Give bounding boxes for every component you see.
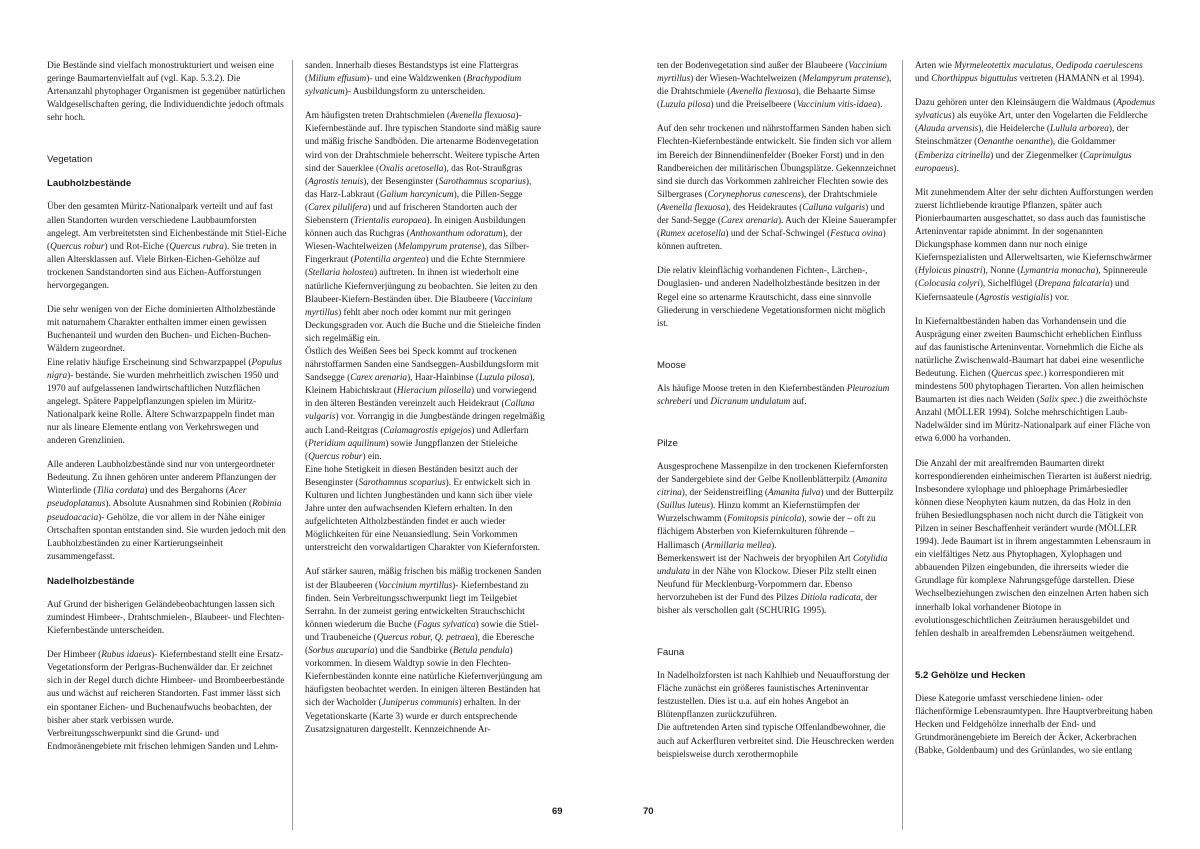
species-name: Myrmeleotettix maculatus xyxy=(954,61,1052,71)
species-name: Pteridium aquilinum xyxy=(308,438,386,449)
text-fragment: ), der Besenginster ( xyxy=(363,176,439,187)
text-fragment: ) können auftreten. xyxy=(657,229,886,253)
paragraph xyxy=(657,383,897,409)
paragraph xyxy=(305,566,545,736)
text-fragment: ), Spinnereule ( xyxy=(915,266,1148,290)
text-fragment: ). In einigen Ausbildungen können auch das Ruchgras ( xyxy=(305,216,526,240)
species-name: Brachypodium sylvaticum xyxy=(305,74,522,98)
species-name: Emberiza citrinella xyxy=(918,150,991,161)
species-name: Vaccinium myrtillus xyxy=(378,580,453,591)
species-name: Fagus sylvatica xyxy=(417,619,476,630)
species-name: Vaccinium myrtillus xyxy=(305,294,533,318)
section-heading: Moose xyxy=(657,359,686,371)
text-fragment: ). Auch der Kleine Sauerampfer ( xyxy=(657,216,897,240)
text-fragment: , xyxy=(1051,61,1056,71)
text-fragment: ) und der Butterpilz ( xyxy=(657,488,894,512)
text-fragment: ) vor. xyxy=(1049,292,1070,303)
text-fragment: ) korrespondieren mit mindestens 500 phytophagen Tierarten. Von allen heimischen Baumarten ist dies nach Weiden ( xyxy=(915,368,1144,406)
text-fragment: ). xyxy=(771,540,777,551)
paragraph xyxy=(47,60,287,125)
section-heading: Vegetation xyxy=(47,154,93,166)
species-name: Rubus idaeus xyxy=(101,650,152,661)
species-name: Hieracium pilosella xyxy=(396,386,472,397)
species-name: Caprimulgus europaeus xyxy=(915,150,1132,174)
species-name: Luzula pilosa xyxy=(660,100,711,111)
species-name: Quercus spec. xyxy=(991,368,1044,379)
column-divider xyxy=(292,60,293,830)
text-column-2 xyxy=(305,60,545,737)
text-fragment: ). xyxy=(953,163,959,174)
paragraph xyxy=(657,670,897,722)
species-name: Stellaria holostea xyxy=(308,268,374,279)
species-name: Quercus robur xyxy=(50,241,105,252)
species-name: Melampyrum pratense xyxy=(397,242,482,253)
species-name: Sarothamnus scoparius xyxy=(438,176,526,187)
species-name: Vaccinium myrtillus xyxy=(657,61,888,85)
text-fragment: ), die Eberesche ( xyxy=(305,632,535,657)
paragraph xyxy=(47,357,287,449)
species-name: Juniperus communis xyxy=(381,698,459,709)
text-column-4 xyxy=(915,60,1155,769)
text-fragment: Der Himbeer ( xyxy=(47,650,102,661)
species-name: Agrostis tenuis xyxy=(308,176,364,187)
species-name: Suillus luteus xyxy=(660,501,710,512)
section-heading: Laubholzbestände xyxy=(47,178,132,190)
text-fragment: Auf Grund der bisherigen Geländebeobachtungen lassen sich zumindest Himbeer-, Drahtschmielen-, Blaubeer- und Flechten-Kiefernbestände unterscheiden. xyxy=(47,599,285,637)
text-fragment: ) ein. xyxy=(362,451,382,462)
species-name: Sarothamnus scoparius xyxy=(358,477,446,488)
paragraph xyxy=(47,201,287,293)
text-fragment: )- Gehölze, die vor allem in der Nähe einiger Ortschaften spontan entstanden sind. Sie wurden jedoch mit den Laubholzbeständen zu einer Kartierungseinheit zusammengefasst. xyxy=(47,512,286,562)
text-fragment: ), der Steinschmätzer ( xyxy=(915,124,1129,148)
species-name: Agrostis vestigialis xyxy=(978,292,1050,303)
species-name: Fomitopsis pinicola xyxy=(727,514,802,525)
text-fragment: )- Kiefernbestände auf. Ihre typischen Standorte sind mäßig saure und mäßig frische Sandböden. Die artenarme Bodenvegetation wird von der Drahtschmiele beherrscht. Weitere typische Arten sind der Sauerklee ( xyxy=(305,111,541,174)
text-fragment: ) die zweithöchste Anzahl (MÖLLER 1994). Solche mehrschichtigen Laub-Nadelwälder sind im Müritz-Nationalpark auf einer Fläche von etwa 6.000 ha vorhanden. xyxy=(915,395,1151,445)
species-name: Lullula arborea xyxy=(1050,124,1109,135)
species-name: Quercus rubra xyxy=(169,241,224,252)
text-fragment: ). Er entwickelt sich in Kulturen und lichten Jungbeständen und kann sich über viele Jahre unter den aufwachsenden Kiefern erhalten. In den aufgelichteten Altholzbeständen findet er auch wieder Möglichkeiten für eine Neuansiedlung. Sein Vorkommen unterstreicht den vorwaldartigen Charakter von Kiefernforsten. xyxy=(305,477,540,554)
text-fragment: ) und der Ziegenmelker ( xyxy=(990,150,1084,161)
text-fragment: ). xyxy=(877,100,883,111)
text-fragment: Eine relativ häufige Erscheinung sind Schwarzpappel ( xyxy=(47,357,252,368)
text-fragment: und xyxy=(915,74,932,85)
species-name: Tilia cordata xyxy=(96,486,145,497)
text-column-1 xyxy=(47,60,287,765)
species-name: Pleurozium schreberi xyxy=(657,383,890,407)
text-fragment: und xyxy=(691,396,711,407)
species-name: Festuca ovina xyxy=(830,229,883,240)
text-fragment: ) vor. Vorrangig in die Jungbestände dringen regelmäßig auch Land-Reitgras ( xyxy=(305,412,545,436)
species-name: Sorbus aucuparia xyxy=(308,646,375,657)
text-fragment: Die Anzahl der mit arealfremden Baumarten direkt korrespondierenden einheimischen Tierarten ist äußerst niedrig. Insbesondere xylophage und phloephage Primärbesiedler können diese Neophyten kaum nutzen, da das Holz in den frühen Besiedlungsphasen noch nicht durch die Tätigkeit von Pilzen in seiner Beschaffenheit verändert wurde (MÖLLER 1994). Jede Baumart ist in ihrem angestammten Lebensraum in ein vielfältiges Netz aus Phytophagen, Xylophagen und abbauenden Pilzen eingebunden, die ihrerseits wieder die Grundlage für komplexe Nahrungsgefüge darstellen. Diese Wechselbeziehungen zwischen den einzelnen Arten haben sich innerhalb lokal vorhandener Biotope in evolutionsgeschichtlichen Zeiträumen herausgebildet und fehlen deshalb in arealfremden Lebensräumen weitgehend. xyxy=(915,458,1153,639)
species-name: Oedipoda caerulescens xyxy=(1055,61,1143,71)
text-fragment: in der Nähe von Klockow. Dieser Pilz stellt einen Neufund für Mecklenburg-Vorpommern dar. Ebenso hervorzuheben ist der Fund des Pilzes xyxy=(657,566,877,603)
species-name: Betula pendula xyxy=(452,646,510,657)
species-name: Robinia pseudoacacia xyxy=(47,499,282,523)
text-fragment: ) und Adlerfarn ( xyxy=(305,425,529,449)
text-fragment: ), das Silber-Fingerkraut ( xyxy=(305,242,530,266)
text-fragment: auf. xyxy=(790,396,807,407)
paragraph xyxy=(47,728,287,754)
text-fragment: ) auftreten. In ihnen ist wiederholt eine natürliche Kiefernverjüngung zu beobachten. Sie leiten zu den Blaubeer-Kiefern-Beständen über. Die Blaubeere ( xyxy=(305,268,538,305)
paragraph xyxy=(915,693,1155,758)
text-fragment: ) vorkommen. In diesem Waldtyp sowie in den Flechten-Kiefernbeständen konnte eine natürliche Kiefernverjüngung am häufigsten beobachtet werden. In einigen älteren Beständen hat sich der Wacholder ( xyxy=(305,646,543,709)
text-fragment: )- und eine Waldzwenken ( xyxy=(366,74,467,85)
page-number-right: 70 xyxy=(643,806,654,817)
text-fragment: ), die Heidelerche ( xyxy=(978,124,1051,135)
text-fragment: ), das Harz-Labkraut ( xyxy=(305,176,532,200)
species-name: Apodemus sylvaticus xyxy=(915,98,1155,122)
text-fragment: ), Nonne ( xyxy=(982,266,1021,277)
page-number-left: 69 xyxy=(552,806,563,817)
text-fragment: vertreten (HAMANN et al 1994). xyxy=(1017,74,1145,85)
species-name: Potentilla argentea xyxy=(353,255,426,266)
species-name: Carex pilulifera xyxy=(308,202,368,213)
text-fragment: ) der Wiesen-Wachtelweizen ( xyxy=(690,74,803,85)
species-name: Ditiola radicata xyxy=(800,592,861,603)
text-fragment: Die Bestände sind vielfach monostrukturiert und weisen eine geringe Baumartenvielfalt auf (vgl. Kap. 5.3.2). Die Artenanzahl phytophager Organismen ist gegenüber natürlichen Waldgesellschaften gering, die Individuendichte jedoch oftmals sehr hoch. xyxy=(47,61,286,124)
text-fragment: In Kiefernaltbeständen haben das Vorhandensein und die Ausprägung einer zweiten Baumschicht erheblichen Einfluss auf das faunistische Arteninventar. Vornehmlich die Eiche als natürliche Zwischenwald-Baumart hat dabei eine wesentliche Bedeutung. Eichen ( xyxy=(915,316,1144,379)
species-name: Rumex acetosella xyxy=(660,229,726,240)
species-name: Amanita citrina xyxy=(657,475,888,499)
text-fragment: ), sowie der – oft zu flächigem Absterben von Kiefernkulturen führende – Hallimasch ( xyxy=(657,514,876,551)
paragraph xyxy=(305,60,545,99)
species-name: Calluna vulgaris xyxy=(305,399,535,423)
species-name: Galium harcynicum xyxy=(379,189,454,200)
species-name: Luzula pilosa xyxy=(478,373,530,384)
paragraph xyxy=(915,60,1155,86)
text-fragment: Die sehr wenigen von der Eiche dominierten Altholzbestände mit naturnahem Charakter enthalten immer einen gewissen Buchenanteil und wurden den Buchen- und Eichen-Buchen-Wäldern zugeordnet. xyxy=(47,305,276,355)
text-fragment: ) sowie die Stiel- und Traubeneiche ( xyxy=(305,619,539,643)
species-name: Oxalis acetosella xyxy=(379,163,444,174)
text-fragment: ), des Heidekrautes ( xyxy=(725,202,803,213)
paragraph xyxy=(657,553,897,618)
text-fragment: Als häufige Moose treten in den Kiefernbeständen xyxy=(657,383,847,394)
species-name: Hyloicus pinastri xyxy=(918,266,983,277)
text-column-3 xyxy=(657,60,897,773)
species-name: Milium effusum xyxy=(308,74,367,85)
text-fragment: ) und die Echte Sternmiere ( xyxy=(305,255,526,279)
text-fragment: ), die Goldammer ( xyxy=(915,137,1116,161)
section-heading: Fauna xyxy=(657,647,685,659)
text-fragment: ), der Seidenstreifling ( xyxy=(681,488,769,499)
paragraph xyxy=(915,187,1155,305)
section-heading: 5.2 Gehölze und Hecken xyxy=(915,669,1026,681)
text-fragment: Diese Kategorie umfasst verschiedene linien- oder flächenförmige Lebensraumtypen. Ihre Hauptverbreitung haben Hecken und Feldgehölze innerhalb der End- und Grundmoränengebiete im Bereich der Äcker, Ackerbrachen (Babke, Goldenbaum) und des Grünlandes, wo sie entlang xyxy=(915,693,1153,757)
text-fragment: )- Kiefernbestand zu finden. Sein Verbreitungsschwerpunkt liegt im Teilgebiet Serrahn. In der zumeist gering entwickelten Strauchschicht können wiederum die Buche ( xyxy=(305,580,529,630)
text-fragment: ), Sichelflügel ( xyxy=(979,279,1038,290)
species-name: Avenella flexuosa xyxy=(730,87,796,98)
species-name: Armillaria mellea xyxy=(704,540,772,551)
text-fragment: ) und des Bergahorns ( xyxy=(144,486,229,497)
species-name: Carex arenaria xyxy=(721,216,778,227)
text-fragment: Alle anderen Laubholzbestände sind nur von untergeordneter Bedeutung. Zu ihnen gehören unter anderem Pflanzungen der Winterlinde ( xyxy=(47,460,277,497)
text-fragment: ), der Drahtschmiele ( xyxy=(657,189,878,213)
species-name: Calamagrostis epigejos xyxy=(383,425,472,436)
paragraph xyxy=(657,722,897,761)
text-fragment: ), Haar-Hainbinse ( xyxy=(407,373,479,384)
paragraph xyxy=(47,599,287,638)
paragraph xyxy=(305,464,545,556)
text-fragment: Verbreitungsschwerpunkt sind die Grund- und Endmoränengebiete mit frischen lehmigen Sanden und Lehm- xyxy=(47,728,279,752)
species-name: Vaccinium vitis-idaea xyxy=(796,100,877,111)
paragraph xyxy=(915,97,1155,176)
species-name: Calluna vulgaris xyxy=(802,202,866,213)
species-name: Cotylidia undulata xyxy=(657,553,888,577)
text-fragment: Arten wie xyxy=(915,61,955,71)
text-fragment: Ausgesprochene Massenpilze in den trockenen Kiefernforsten der Sandergebiete sind der Gelbe Knollenblätterpilz ( xyxy=(657,461,889,486)
text-fragment: ten der Bodenvegetation sind außer der Blaubeere ( xyxy=(657,61,849,71)
text-fragment: ) und der Sand-Segge ( xyxy=(657,202,885,227)
text-fragment: Dazu gehören unter den Kleinsäugern die Waldmaus ( xyxy=(915,98,1117,109)
text-fragment: ) und die Preiselbeere ( xyxy=(710,100,797,111)
text-fragment: Auf stärker sauren, mäßig frischen bis mäßig trockenen Sanden ist der Blaubeeren ( xyxy=(305,567,542,591)
species-name: Chorthippus biguttulus xyxy=(931,74,1018,85)
text-fragment: Mit zunehmendem Alter der sehr dichten Aufforstungen werden zuerst lichtliebende krautige Pflanzen, später auch Pionierbaumarten ausgeschattet, so dass auch das faunistische Arteninventar rapide abnimmt. In der sogenannten Dickungsphase kommen dann nur noch einige Kiefernspezialisten und Allerweltsarten, wie Kiefernschwärmer ( xyxy=(915,187,1154,277)
text-fragment: Die relativ kleinflächig vorhandenen Fichten-, Lärchen-, Douglasien- und anderen Nadelholzbestände besitzen in der Regel eine so artenarme Krautschicht, dass eine sinnvolle Gliederung in verschiedene Vegetationsformen nicht möglich ist. xyxy=(657,266,886,329)
text-fragment: Eine hohe Stetigkeit in diesen Beständen besitzt auch der Besenginster ( xyxy=(305,464,518,488)
text-fragment: ) sowie Jungpflanzen der Stieleiche ( xyxy=(305,438,518,462)
text-fragment: Östlich des Weißen Sees bei Speck kommt auf trockenen nährstoffarmen Sanden eine Sandseggen-Ausbildungsform mit Sandsegge ( xyxy=(305,346,539,384)
species-name: Alauda arvensis xyxy=(918,124,979,135)
paragraph xyxy=(657,123,897,254)
section-heading: Pilze xyxy=(657,437,678,449)
species-name: Colocasia colyri xyxy=(918,279,980,290)
text-fragment: Die auftretenden Arten sind typische Offenlandbewohner, die auch auf Ackerfluren verbreitet sind. Die Heuschrecken werden beispielsweise durch xerothermophile xyxy=(657,723,894,760)
text-fragment: ), die Drahtschmiele ( xyxy=(657,74,892,98)
text-fragment: ) und Kiefernsaateule ( xyxy=(915,279,1129,303)
text-fragment: Am häufigsten treten Drahtschmielen ( xyxy=(305,111,451,122)
species-name: Melampyrum pratense xyxy=(802,74,887,85)
text-fragment: ) und vorwiegend in den älteren Beständen vereinzelt auch Heidekraut ( xyxy=(305,386,537,410)
species-name: Corynephorus canescens xyxy=(707,189,801,200)
text-fragment: In Nadelholzforsten ist nach Kahlhieb und Neuaufforstung der Fläche zunächst ein größeres faunistisches Arteninventar festzustellen. Dies ist u.a. auf ein hohes Angebot an Blütenpflanzen zurückzuführen. xyxy=(657,671,890,721)
text-fragment: ), das Rot-Straußgras ( xyxy=(305,163,523,187)
text-fragment: Über den gesamten Müritz-Nationalpark verteilt und auf fast allen Standorten wurden verschiedene Laubbaumforsten angelegt. Am verbreitetsten sind Eichenbestände mit Stiel-Eiche ( xyxy=(47,202,287,252)
species-name: Dicranum undulatum xyxy=(710,396,791,407)
species-name: Avenella flexuosa xyxy=(660,202,726,213)
species-name: Acer pseudoplatanus xyxy=(47,486,247,510)
text-fragment: )- Ausbildungsform zu unterscheiden. xyxy=(344,87,486,98)
text-fragment: ) erhalten. In der Vegetationskarte (Karte 3) wurde er durch entsprechende Zusatzsignaturen dargestellt. Kennzeichnende Ar- xyxy=(305,698,521,735)
text-fragment: ) und die Sandbirke ( xyxy=(374,646,453,657)
paragraph xyxy=(915,458,1155,641)
species-name: Amanita fulva xyxy=(768,488,821,499)
species-name: Avenella flexuosa xyxy=(450,111,516,122)
paragraph xyxy=(47,304,287,356)
species-name: Populus nigra xyxy=(47,357,282,381)
species-name: Trientalis europaea xyxy=(353,216,427,227)
paragraph xyxy=(657,265,897,330)
paragraph xyxy=(47,649,287,728)
species-name: Carex arenaria xyxy=(350,373,408,384)
species-name: Oenanthe oenanthe xyxy=(977,137,1050,148)
text-fragment: ). Absolute Ausnahmen sind Robinien ( xyxy=(105,499,253,510)
paragraph xyxy=(305,110,545,346)
text-fragment: ) fehlt aber noch oder kommt nur mit geringen Deckungsgraden vor. Auch die Buche und die Stieleiche finden sich regelmäßig ein. xyxy=(305,307,541,344)
text-fragment: ). Sie treten in allen Altersklassen auf. Viele Birken-Eichen-Gehölze auf trockenen Sandstandorten sind aus Eichen-Aufforstungen hervorgegangen. xyxy=(47,241,277,292)
text-fragment: Bemerkenswert ist der Nachweis der bryophilen Art xyxy=(657,553,853,564)
paragraph xyxy=(657,60,897,112)
species-name: Salix spec. xyxy=(1039,395,1080,406)
species-name: Quercus robur, Q. petraea xyxy=(376,632,475,643)
species-name: Quercus robur xyxy=(308,451,363,462)
text-fragment: ) als euyöke Art, unter den Vogelarten die Feldlerche ( xyxy=(915,111,1148,135)
column-divider xyxy=(902,60,903,830)
text-fragment: ) und auf frischeren Standorten auch der Siebenstern ( xyxy=(305,202,518,227)
species-name: Lymantria monacha xyxy=(1020,266,1096,277)
text-fragment: ), die Behaarte Simse ( xyxy=(657,87,876,111)
text-fragment: ). Hinzu kommt an Kiefernstümpfen der Wurzelschwamm ( xyxy=(657,501,860,525)
text-fragment: )- bestände. Sie wurden mehrheitlich zwischen 1950 und 1970 auf aufgelassenen landwirtschaftlichen Nutzflächen angelegt. Spätere Pappelpflanzungen spielen im Müritz-Nationalpark keine Rolle. Ältere Schwarzpappeln findet man nur als lineare Elemente entlang von Verkehrswegen und anderen Grenzlinien. xyxy=(47,370,279,447)
text-fragment: ) und der Schaf-Schwingel ( xyxy=(725,229,831,240)
text-fragment: ), die Pillen-Segge ( xyxy=(305,189,523,213)
text-fragment: ), Kleinem Habichtskraut ( xyxy=(305,373,535,397)
paragraph xyxy=(657,461,897,553)
paragraph xyxy=(305,346,545,464)
text-fragment: )- Kiefernbestand stellt eine Ersatz-Vegetationsform der Perlgras-Buchenwälder dar. Er zeichnet sich in der Regel durch dichte Himbeer- und Brombeerbestände aus und wächst auf reicheren Standorten. Fast immer lässt sich ein spontaner Eichen- und Buchenaufwuchs beobachten, der bisher aber stark verbissen wurde. xyxy=(47,650,285,726)
section-heading: Nadelholzbestände xyxy=(47,575,135,587)
text-fragment: Auf den sehr trockenen und nährstoffarmen Sanden haben sich Flechten-Kiefernbestände entwickelt. Sie finden sich vor allem im Bereich der Binnendünenfelder (Boeker Forst) und in den Randbereichen der militärischen Übungsplätze. Gekennzeichnet sind sie durch das Vorkommen zahlreicher Flechten sowie des Silbergrases ( xyxy=(657,124,896,200)
paragraph xyxy=(915,316,1155,447)
paragraph xyxy=(47,459,287,564)
text-fragment: sanden. Innerhalb dieses Bestandstyps ist eine Flattergras ( xyxy=(305,61,519,85)
text-fragment: ), der Wiesen-Wachtelweizen ( xyxy=(305,229,523,253)
species-name: Drepana falcataria xyxy=(1037,279,1110,290)
species-name: Anthoxanthum odoratum xyxy=(409,229,503,240)
text-fragment: , der bisher als verschollen galt (SCHURIG 1995). xyxy=(657,592,878,616)
text-fragment: ) und Rot-Eiche ( xyxy=(104,241,170,252)
